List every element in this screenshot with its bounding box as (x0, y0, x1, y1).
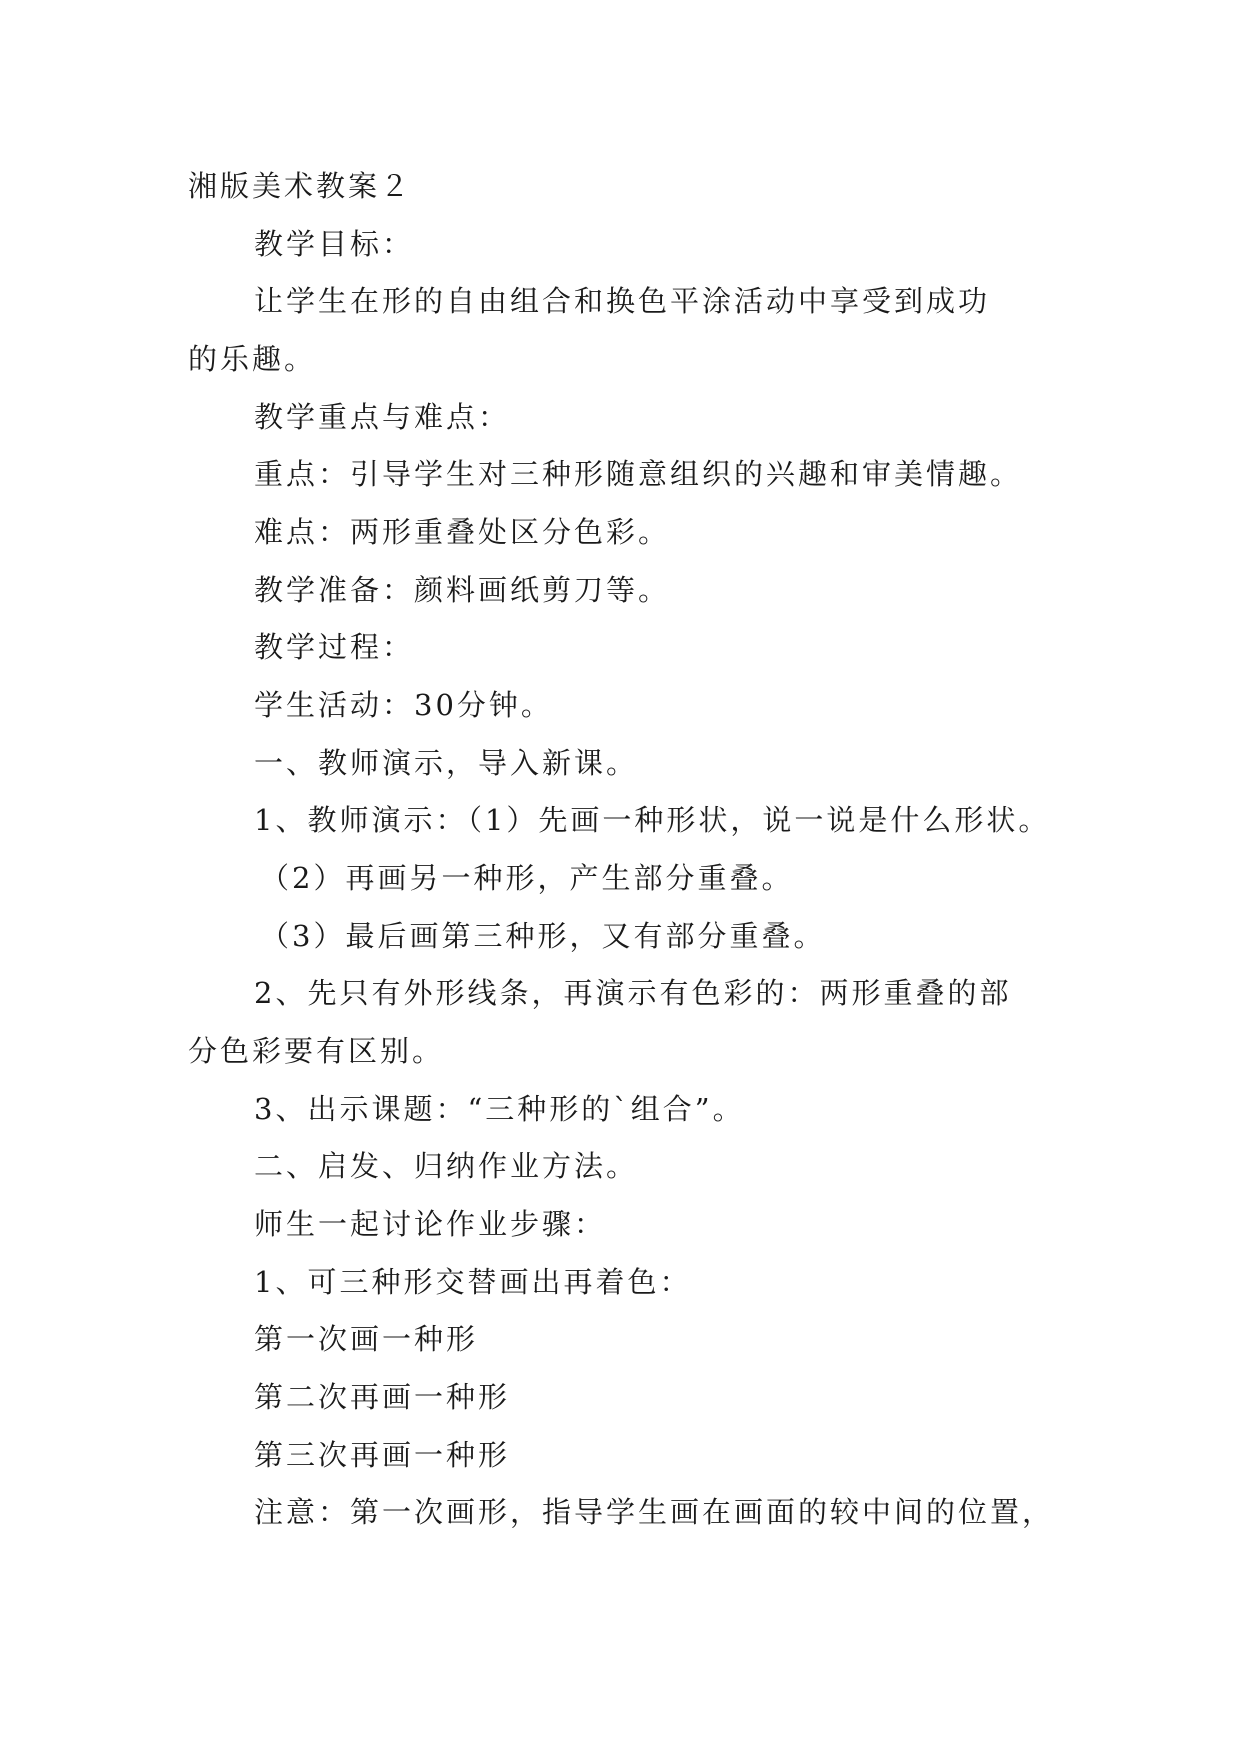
paragraph-line: 分色彩要有区别。 (188, 1034, 445, 1068)
paragraph-line: 第二次再画一种形 (254, 1380, 511, 1414)
paragraph-line: 二、启发、归纳作业方法。 (254, 1149, 639, 1183)
paragraph-line: 1、可三种形交替画出再着色： (254, 1265, 692, 1299)
paragraph-line: 一、教师演示，导入新课。 (254, 746, 639, 780)
paragraph-line: （2）再画另一种形，产生部分重叠。 (260, 861, 794, 895)
paragraph-line: 第一次画一种形 (254, 1322, 479, 1356)
paragraph-line: 1、教师演示：（1）先画一种形状，说一说是什么形状。 (254, 803, 1051, 837)
paragraph-line: 2、先只有外形线条，再演示有色彩的：两形重叠的部 (254, 976, 1012, 1010)
paragraph-line: 难点：两形重叠处区分色彩。 (254, 515, 671, 549)
paragraph-line: 学生活动：30分钟。 (254, 688, 553, 722)
paragraph-line: 让学生在形的自由组合和换色平涂活动中享受到成功 (254, 284, 991, 318)
paragraph-line: 教学准备：颜料画纸剪刀等。 (254, 573, 671, 607)
paragraph-line: 第三次再画一种形 (254, 1438, 511, 1472)
paragraph-line: （3）最后画第三种形，又有部分重叠。 (260, 919, 826, 953)
paragraph-line: 教学重点与难点： (254, 400, 511, 434)
paragraph-line: 的乐趣。 (188, 342, 317, 376)
paragraph-line: 注意：第一次画形，指导学生画在画面的较中间的位置， (254, 1495, 1055, 1529)
paragraph-line: 师生一起讨论作业步骤： (254, 1207, 607, 1241)
document-title: 湘版美术教案２ (188, 169, 413, 203)
paragraph-line: 3、出示课题：“三种形的`组合”。 (254, 1092, 745, 1126)
paragraph-line: 教学目标： (254, 227, 415, 261)
paragraph-line: 教学过程： (254, 630, 415, 664)
paragraph-line: 重点：引导学生对三种形随意组织的兴趣和审美情趣。 (254, 457, 1023, 491)
